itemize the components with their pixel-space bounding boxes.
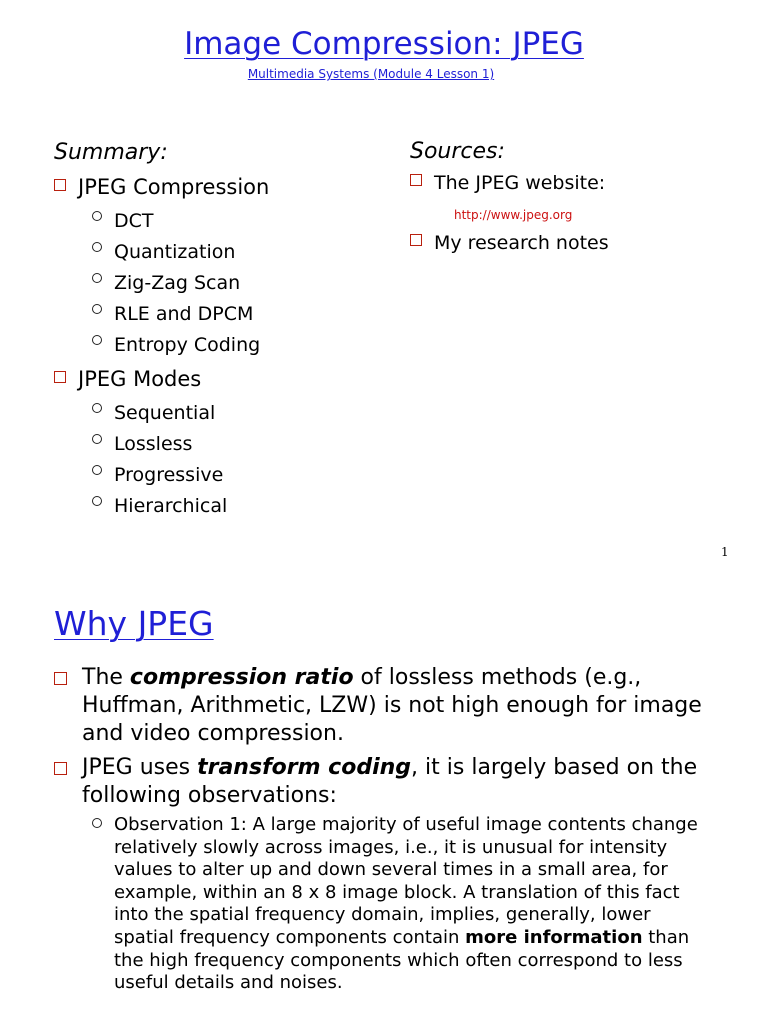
- list-item: The JPEG website:: [410, 172, 605, 194]
- square-bullet-icon: [54, 371, 66, 383]
- circle-bullet-icon: [92, 273, 102, 283]
- list-item: Entropy Coding: [92, 334, 260, 356]
- bullet-text: Observation 1: A large majority of useful image contents change relatively slowly across images, i.e., it is unusual for intensity values to alter up and down several times in a small area, for example, within an 8 x 8 image block. A translation of this fact into the spatial frequency domain, implies, generally, lower spatial frequency components contain more information than the high frequency components which often correspond to less useful details and noises.: [114, 814, 698, 994]
- square-bullet-icon: [410, 174, 422, 186]
- slide-title: Why JPEG: [54, 604, 214, 643]
- circle-bullet-icon: [92, 335, 102, 345]
- circle-bullet-icon: [92, 403, 102, 413]
- emphasis-text: transform coding: [197, 755, 412, 780]
- list-item: JPEG Modes: [54, 367, 201, 391]
- list-item: Hierarchical: [92, 495, 227, 517]
- list-item: DCT: [92, 210, 154, 232]
- slide-title: Image Compression: JPEG: [184, 26, 584, 62]
- sources-heading: Sources:: [410, 139, 505, 164]
- list-item: Sequential: [92, 402, 215, 424]
- circle-bullet-icon: [92, 818, 102, 828]
- slide-subtitle[interactable]: Multimedia Systems (Module 4 Lesson 1): [247, 67, 495, 81]
- square-bullet-icon: [410, 234, 422, 246]
- square-bullet-icon: [54, 762, 67, 775]
- list-item: [54, 754, 704, 810]
- page-divider: [0, 570, 768, 571]
- emphasis-text: compression ratio: [129, 665, 354, 690]
- page-number: 1: [721, 545, 729, 559]
- list-item: JPEG Compression: [54, 175, 269, 199]
- list-item: [54, 664, 704, 748]
- circle-bullet-icon: [92, 434, 102, 444]
- list-item: RLE and DPCM: [92, 303, 253, 325]
- jpeg-website-link[interactable]: http://www.jpeg.org: [454, 208, 573, 222]
- circle-bullet-icon: [92, 496, 102, 506]
- list-item: My research notes: [410, 232, 609, 254]
- square-bullet-icon: [54, 179, 66, 191]
- list-item: Quantization: [92, 241, 235, 263]
- summary-heading: Summary:: [54, 140, 168, 165]
- circle-bullet-icon: [92, 211, 102, 221]
- bullet-text: The compression ratio of lossless methods (e.g., Huffman, Arithmetic, LZW) is not high enough for image and video compression.: [82, 665, 702, 746]
- circle-bullet-icon: [92, 242, 102, 252]
- circle-bullet-icon: [92, 465, 102, 475]
- list-item: Lossless: [92, 433, 192, 455]
- bullet-text: JPEG uses transform coding, it is largely based on the following observations:: [82, 755, 698, 808]
- list-item: Zig-Zag Scan: [92, 272, 240, 294]
- square-bullet-icon: [54, 672, 67, 685]
- list-item: [92, 814, 702, 995]
- bold-text: more information: [465, 926, 643, 948]
- list-item: Progressive: [92, 464, 223, 486]
- circle-bullet-icon: [92, 304, 102, 314]
